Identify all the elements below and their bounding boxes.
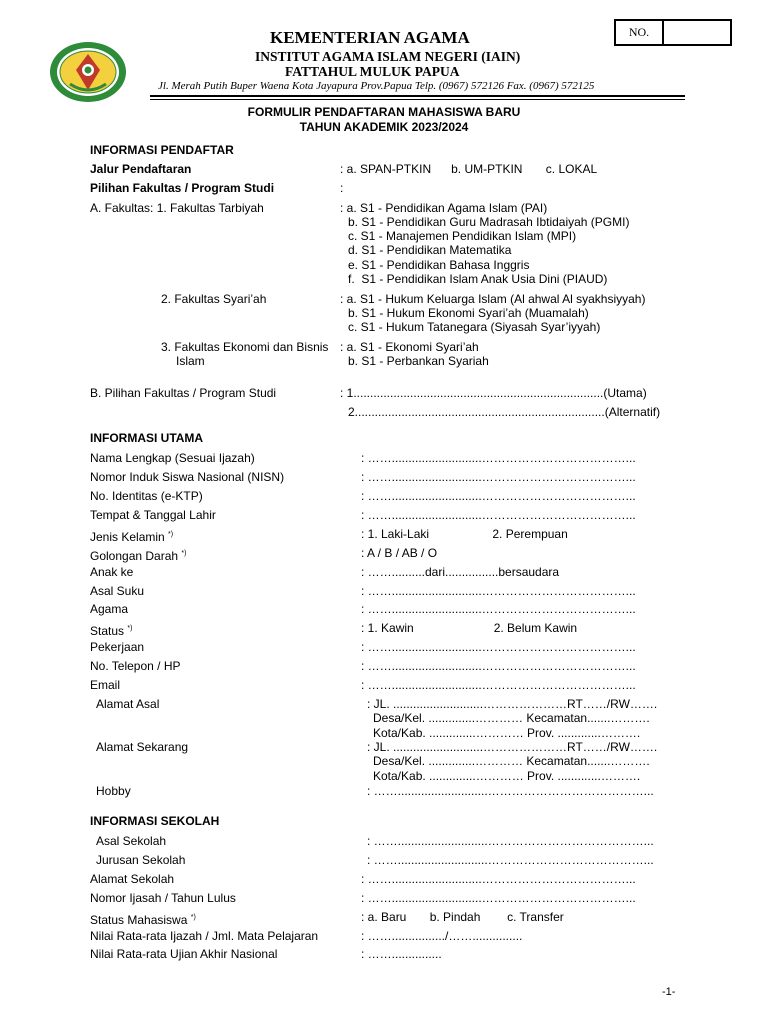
field-label: Status <box>90 624 125 638</box>
field-label: Pekerjaan <box>90 640 145 654</box>
field-value[interactable]: : ……...........................………………………………... <box>361 640 636 654</box>
fakultas-tarbiyah-label: A. Fakultas: 1. Fakultas Tarbiyah <box>90 201 264 215</box>
alamat-sekarang-line[interactable]: Desa/Kel. ..............………… Kecamatan.......………. <box>373 754 650 768</box>
field-value[interactable]: : ……...........................………………………………... <box>361 470 636 484</box>
field-value[interactable]: : ……...........................………………………………... <box>361 602 636 616</box>
note-marker: *) <box>168 531 174 538</box>
status-mahasiswa-options[interactable]: : a. Baru b. Pindah c. Transfer <box>361 910 564 924</box>
alamat-asal-line[interactable]: Desa/Kel. ..............………… Kecamatan.......………. <box>373 711 650 725</box>
prodi-option[interactable]: : a. S1 - Ekonomi Syari’ah <box>340 340 479 354</box>
prodi-option[interactable]: b. S1 - Hukum Ekonomi Syari’ah (Muamalah) <box>348 306 589 320</box>
form-number-box[interactable] <box>614 19 732 46</box>
asal-sekolah-field[interactable]: : ……...........................…………………………………... <box>367 834 654 848</box>
field-value[interactable]: : A / B / AB / O <box>361 546 438 560</box>
prodi-option[interactable]: f. S1 - Pendidikan Islam Anak Usia Dini (PIAUD) <box>348 272 608 286</box>
ijazah-label: Nomor Ijasah / Tahun Lulus <box>90 891 236 905</box>
field-label: No. Telepon / HP <box>90 659 181 673</box>
field-label: No. Identitas (e-KTP) <box>90 489 203 503</box>
jalur-options[interactable]: : a. SPAN-PTKIN b. UM-PTKIN c. LOKAL <box>340 162 598 176</box>
form-subtitle: TAHUN AKADEMIK 2023/2024 <box>299 120 469 134</box>
field-value[interactable]: : ……...........................………………………………... <box>361 584 636 598</box>
field-value[interactable]: : ……..........dari................bersaudara <box>361 565 560 579</box>
alamat-sekolah-label: Alamat Sekolah <box>90 872 175 886</box>
note-marker: *) <box>190 914 196 921</box>
field-label-with-note <box>90 546 186 564</box>
field-label: Golongan Darah <box>90 549 179 563</box>
field-label: Nomor Induk Siswa Nasional (NISN) <box>90 470 285 484</box>
pilihan-b-label: B. Pilihan Fakultas / Program Studi <box>90 386 277 400</box>
alamat-sekarang-label: Alamat Sekarang <box>96 740 189 754</box>
prodi-option[interactable]: b. S1 - Pendidikan Guru Madrasah Ibtidaiyah (PGMI) <box>348 215 630 229</box>
field-value[interactable]: : ……...........................………………………………... <box>361 678 636 692</box>
field-label: Nama Lengkap (Sesuai Ijazah) <box>90 451 255 465</box>
jalur-label: Jalur Pendaftaran <box>90 162 192 176</box>
jurusan-sekolah-label: Jurusan Sekolah <box>96 853 186 867</box>
field-value[interactable]: : ……...........................………………………………... <box>361 451 636 465</box>
jurusan-sekolah-field[interactable]: : ……...........................…………………………………... <box>367 853 654 867</box>
section-heading-sekolah: INFORMASI SEKOLAH <box>90 814 220 828</box>
nilai-uan-label: Nilai Rata-rata Ujian Akhir Nasional <box>90 947 278 961</box>
field-value[interactable]: : ……...........................………………………………... <box>361 489 636 503</box>
institute-name: FATTAHUL MULUK PAPUA <box>285 64 460 79</box>
prodi-option[interactable]: : a. S1 - Hukum Keluarga Islam (Al ahwal Al syakhsiyyah) <box>340 292 646 306</box>
status-mahasiswa-label: Status Mahasiswa <box>90 913 188 927</box>
field-label: Tempat & Tanggal Lahir <box>90 508 216 522</box>
pilihan-alternatif-field[interactable]: 2...........................................................................(Alternatif) <box>348 405 661 419</box>
field-label: Agama <box>90 602 129 616</box>
prodi-option[interactable]: e. S1 - Pendidikan Bahasa Inggris <box>348 258 530 272</box>
fakultas-febi-label-2: Islam <box>176 354 205 368</box>
hobby-label: Hobby <box>96 784 131 798</box>
section-heading-utama: INFORMASI UTAMA <box>90 431 204 445</box>
alamat-sekarang-line[interactable]: Kota/Kab. ..............………… Prov. .............………. <box>373 769 641 783</box>
nilai-ijazah-label: Nilai Rata-rata Ijazah / Jml. Mata Pelajaran <box>90 929 319 943</box>
prodi-option[interactable]: : a. S1 - Pendidikan Agama Islam (PAI) <box>340 201 548 215</box>
status-mahasiswa-label-with-note <box>90 910 196 928</box>
asal-sekolah-label: Asal Sekolah <box>96 834 167 848</box>
alamat-asal-label: Alamat Asal <box>96 697 160 711</box>
prodi-option[interactable]: d. S1 - Pendidikan Matematika <box>348 243 512 257</box>
note-marker: *) <box>127 625 133 632</box>
field-value[interactable]: : 1. Kawin 2. Belum Kawin <box>361 621 578 635</box>
iain-logo <box>48 40 128 104</box>
field-label: Jenis Kelamin <box>90 530 165 544</box>
form-number-label: NO. <box>616 21 664 44</box>
fakultas-syariah-label: 2. Fakultas Syari’ah <box>161 292 267 306</box>
prodi-option[interactable]: c. S1 - Manajemen Pendidikan Islam (MPI) <box>348 229 577 243</box>
nilai-uan-field[interactable]: : ……............... <box>361 947 442 961</box>
field-value[interactable]: : ……...........................………………………………... <box>361 659 636 673</box>
pilihan-utama-field[interactable]: : 1...........................................................................(Utama) <box>340 386 647 400</box>
header-rule-thick <box>150 95 685 97</box>
prodi-option[interactable]: c. S1 - Hukum Tatanegara (Siyasah Syar’iyyah) <box>348 320 601 334</box>
field-label: Anak ke <box>90 565 134 579</box>
alamat-asal-line[interactable]: : JL. ...........................…………………RT……/RW……. <box>367 697 658 711</box>
fakultas-febi-label: 3. Fakultas Ekonomi dan Bisnis <box>161 340 329 354</box>
field-value[interactable]: : ……...........................………………………………... <box>361 508 636 522</box>
field-label-with-note <box>90 621 132 639</box>
ministry-title: KEMENTERIAN AGAMA <box>270 28 470 47</box>
field-label: Email <box>90 678 121 692</box>
pilihan-label: Pilihan Fakultas / Program Studi <box>90 181 275 195</box>
institute-title: INSTITUT AGAMA ISLAM NEGERI (IAIN) <box>255 49 521 64</box>
note-marker: *) <box>181 550 187 557</box>
page-number: -1- <box>662 986 676 998</box>
hobby-field[interactable]: : ……...........................…………………………………... <box>367 784 654 798</box>
pilihan-colon: : <box>340 181 344 195</box>
form-title: FORMULIR PENDAFTARAN MAHASISWA BARU <box>247 105 521 119</box>
field-label-with-note <box>90 527 173 545</box>
alamat-asal-line[interactable]: Kota/Kab. ..............………… Prov. .............………. <box>373 726 641 740</box>
header-rule-thin <box>150 99 685 100</box>
alamat-sekarang-line[interactable]: : JL. ...........................…………………RT……/RW……. <box>367 740 658 754</box>
alamat-sekolah-field[interactable]: : ……...........................………………………………... <box>361 872 636 886</box>
nilai-ijazah-field[interactable]: : ……................/……............... <box>361 929 523 943</box>
section-heading-pendaftar: INFORMASI PENDAFTAR <box>90 143 234 157</box>
institute-address: Jl. Merah Putih Buper Waena Kota Jayapura Prov.Papua Telp. (0967) 572126 Fax. (0967) 572125 <box>158 80 595 92</box>
prodi-option[interactable]: b. S1 - Perbankan Syariah <box>348 354 489 368</box>
field-label: Asal Suku <box>90 584 145 598</box>
ijazah-field[interactable]: : ……...........................………………………………... <box>361 891 636 905</box>
field-value[interactable]: : 1. Laki-Laki 2. Perempuan <box>361 527 568 541</box>
